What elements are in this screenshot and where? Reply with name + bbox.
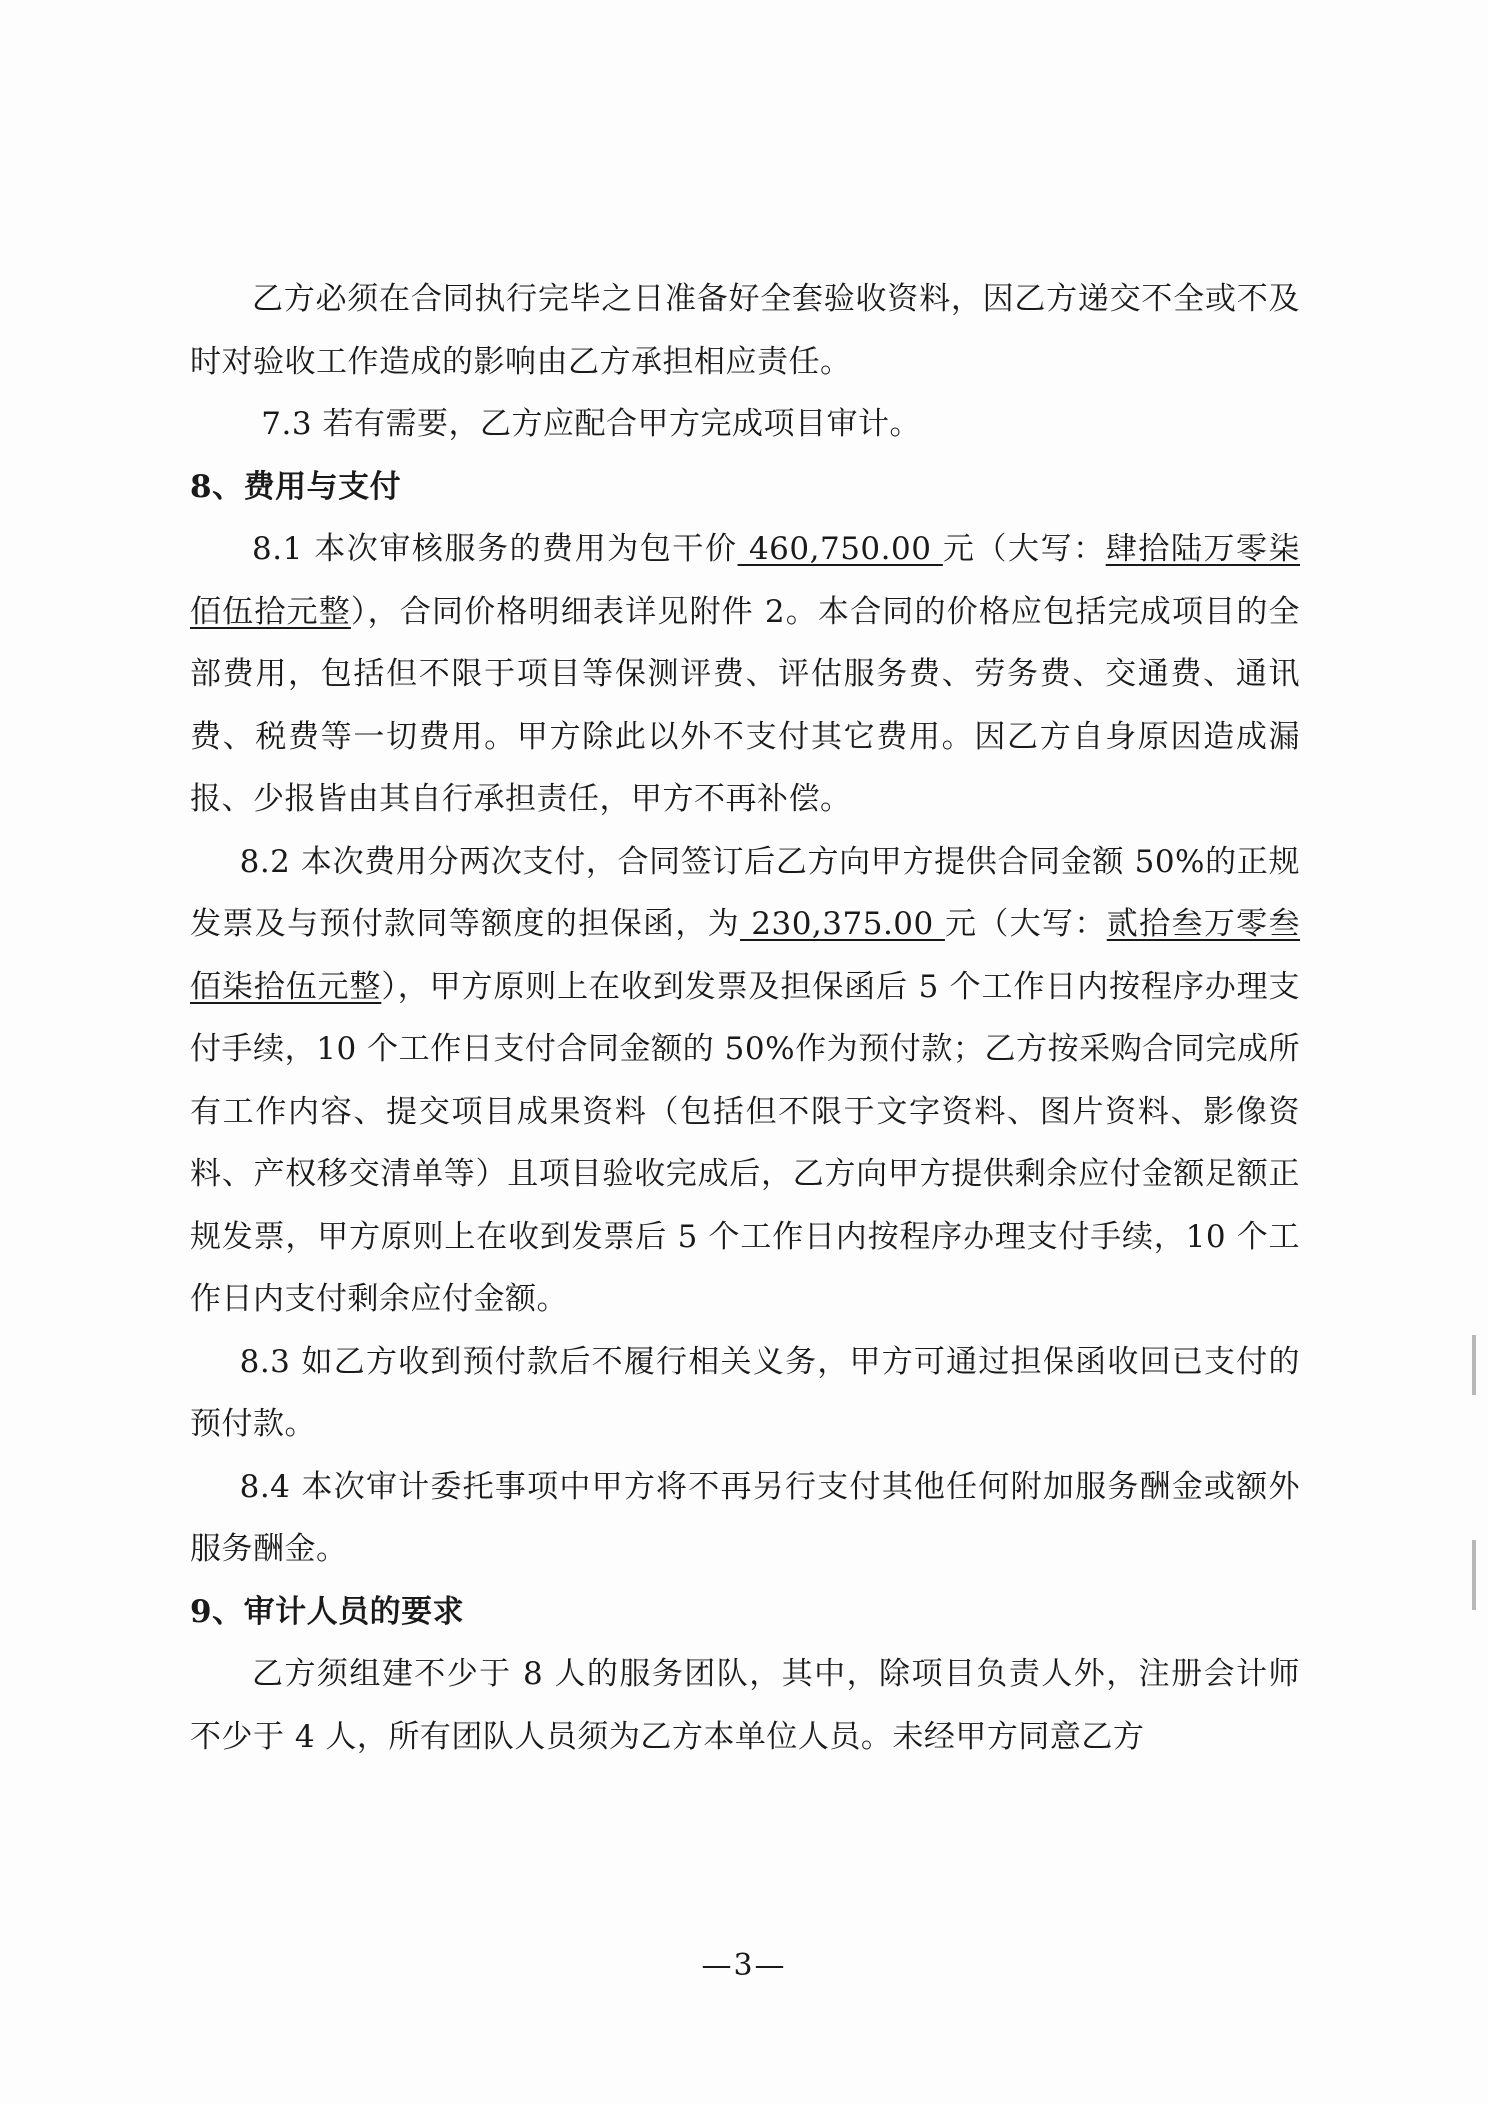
paragraph-8-4: 8.4 本次审计委托事项中甲方将不再另行支付其他任何附加服务酬金或额外服务酬金。 bbox=[190, 1468, 1300, 1567]
paragraph-acceptance-materials: 乙方必须在合同执行完毕之日准备好全套验收资料，因乙方递交不全或不及时对验收工作造成的影响由乙方承担相应责任。 bbox=[190, 281, 1300, 380]
amount-prepayment: 230,375.00 bbox=[740, 906, 945, 942]
text-8-2-intro: 8.2 本次费用分两次支付，合同签订后乙方向甲方提供合同金额 50%的正规发票及与预付款同等额度的担保函，为 bbox=[190, 843, 1300, 942]
amount-total-in-words: 肆拾陆万零柒佰伍拾元整 bbox=[190, 531, 1301, 630]
page-number: —3— bbox=[701, 1948, 787, 1983]
amount-total: 460,750.00 bbox=[737, 531, 943, 567]
text-8-1-rest: ），合同价格明细表详见附件 2。本合同的价格应包括完成项目的全部费用，包括但不限于项目等保测评费、评估服务费、劳务费、交通费、通讯费、税费等一切费用。甲方除此以外不支付其它费用。因乙方自身原因造成漏报、少报皆由其自行承担责任，甲方不再补偿。 bbox=[190, 593, 1301, 817]
text-8-2-rest: ），甲方原则上在收到发票及担保函后 5 个工作日内按程序办理支付手续，10 个工作日支付合同金额的 50%作为预付款；乙方按采购合同完成所有工作内容、提交项目成果资料（包括但不限于文字资料、图片资料、影像资料、产权移交清单等）且项目验收完成后，乙方向甲方提供剩余应付金额足额正规发票，甲方原则上在收到发票后 5 个工作日内按程序办理支付手续，10 个工作日内支付剩余应付金额。 bbox=[190, 968, 1300, 1317]
text-8-2-words-label: 元（大写： bbox=[944, 906, 1107, 942]
paragraph-8-1 bbox=[190, 518, 1300, 831]
document-body bbox=[190, 268, 1300, 1768]
amount-prepayment-in-words: 贰拾叁万零叁佰柒拾伍元整 bbox=[190, 906, 1301, 1005]
scan-edge-mark bbox=[1472, 1335, 1476, 1395]
paragraph-8-2 bbox=[190, 831, 1300, 1331]
heading-section-8: 8、费用与支付 bbox=[190, 468, 402, 505]
text-8-1-words-label: 元（大写： bbox=[942, 531, 1106, 567]
scan-edge-mark bbox=[1472, 1540, 1476, 1610]
text-8-1-intro: 8.1 本次审核服务的费用为包干价 bbox=[252, 531, 738, 567]
paragraph-9: 乙方须组建不少于 8 人的服务团队，其中，除项目负责人外，注册会计师不少于 4 人，所有团队人员须为乙方本单位人员。未经甲方同意乙方 bbox=[190, 1656, 1300, 1755]
paragraph-7-3: 7.3 若有需要，乙方应配合甲方完成项目审计。 bbox=[261, 406, 921, 442]
heading-section-9: 9、审计人员的要求 bbox=[190, 1593, 465, 1630]
paragraph-8-3: 8.3 如乙方收到预付款后不履行相关义务，甲方可通过担保函收回已支付的预付款。 bbox=[190, 1343, 1300, 1442]
